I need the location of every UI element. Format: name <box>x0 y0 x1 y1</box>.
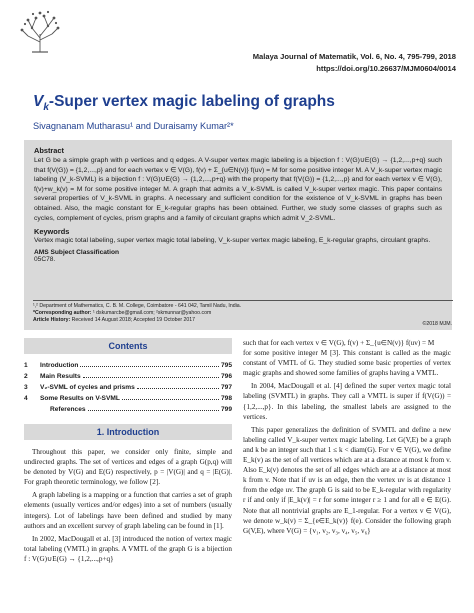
toc-item-some-results[interactable]: 4 Some Results on V-SVML 798 <box>24 395 232 402</box>
right-column-text <box>243 338 451 536</box>
intro-paragraph-2: A graph labeling is a mapping or a function that carries a set of graph elements (usually vertices and/or edges) into a set of numbers (usually integers). Lot of labelings have been defined and studied by many authors and an excellent survey of graph labeling can be found in [1]. <box>24 491 232 530</box>
doi-link[interactable]: https://doi.org/10.26637/MJM0604/0014 <box>316 64 456 73</box>
paper-title <box>33 93 335 113</box>
keywords-heading: Keywords <box>34 227 70 237</box>
right-paragraph-1: such that for each vertex v ∈ V(G), f(v) + Σ_{u∈N(v)} f(uv) = M <box>243 339 435 347</box>
journal-logo-icon <box>18 8 62 54</box>
introduction-text <box>24 447 232 564</box>
right-paragraph-3: In 2004, MacDougall et al. [4] defined the super vertex magic total labeling (SVMTL) in graphs. They call a VMTL is super if f(V(G)) = {1,2,...,p}. In this labeling, the smallest labels are assigned to the vertices. <box>243 382 451 421</box>
right-column <box>243 338 451 536</box>
right-paragraph-2: for some positive integer M [3]. This constant is called as the magic constant of VMTL of G. They studied some basic properties of vertex magic graphs and showed some families of graphs having a VMTL. <box>243 349 451 378</box>
affiliation-rule <box>33 300 453 301</box>
title-v: V <box>33 93 44 110</box>
right-paragraph-4: This paper generalizes the definition of SVMTL and define a new labeling called V_k-super vertex magic labeling. Let G(V,E) be a graph and k be an integer such that 1 ≤ k < diam(G). For v ∈ V(G), we define E_k(v) as the set of all vertices which are at a distance at most k from v. Also E_k(v) denotes the set of all edges which are at a distance at most k from v. Note that if uv is an edge, then the vertex uv is at distance 1 from the edge uv. The graph G is said to be E_k-regular with regularity r if and only if |E_k(v)| = r for some integer r ≥ 1 and for all e ∈ E(G). Note that all nontrivial graphs are E_1-regular. For a vertex v ∈ V(G), we denote w_k(v) = Σ_{e∈E_k(v)} f(e). Consider the following graph G(V,E), where V(G) = {v₁, v₂, v₃, v₄, v₅, v₆} <box>243 425 451 535</box>
keywords-text: Vertex magic total labeling, super vertex magic total labeling, V_k-super vertex magic labeling, E_k-regular graphs, circulant graphs. <box>34 237 431 245</box>
title-rest: -Super vertex magic labeling of graphs <box>48 93 335 110</box>
title-k: k <box>43 102 49 114</box>
corresponding-author: *Corresponding author: ¹ dskumarcbe@gmail.com; ²skmunnar@yahoo.com <box>33 310 212 316</box>
left-column <box>24 338 232 564</box>
journal-citation: Malaya Journal of Matematik, Vol. 6, No. 4, 795-799, 2018 <box>252 52 456 61</box>
toc-item-references[interactable]: References 799 <box>50 406 232 413</box>
copyright-notice: ©2018 MJM. <box>422 321 452 327</box>
ams-heading: AMS Subject Classification <box>34 248 120 256</box>
article-history: Article History: Received 14 August 2018; Accepted 19 October 2017 <box>33 317 196 323</box>
toc-item-introduction[interactable]: 1 Introduction 795 <box>24 362 232 369</box>
introduction-heading: 1. Introduction <box>24 424 232 440</box>
contents-heading: Contents <box>24 338 232 354</box>
abstract-text: Let G be a simple graph with p vertices and q edges. A V-super vertex magic labeling is a bijection f : V(G)∪E(G) → {1,2,...,p+q} such that f(V(G)) = {1,2,...,p} and for each vertex v ∈ V(G), f(v) + Σ_{u∈N(v)} f(uv) = M for some positive integer M. A V_k-super vertex magic labeling (V_k-SVML) is a bijection f : V(G)∪E(G) → {1,2,...,p+q} with the property that f(V(G)) = {1,2,...,p} and for each vertex v ∈ V(G), f(v)+w_k(v) = M for some positive integer M. A graph that admits a V_k-SVML is called V_k-super vertex magic. This paper contains several properties of V_k-SVML in graphs. A necessary and sufficient condition for the existence of V_k-SVML in graphs has been obtained. Also, the magic constant for E_k-regular graphs has been obtained. Further, we study some classes of graphs such as cycles, complement of cycles, prism graphs and a family of circulant graphs which admit V_2-SVML. <box>34 157 442 222</box>
intro-paragraph-3: In 2002, MacDougall et al. [3] introduced the notion of vertex magic total labeling (VMTL) in graphs. A VMTL of the graph G is a bijection f : V(G)∪E(G) → {1,2,...,p+q} <box>24 534 232 563</box>
toc-item-main-results[interactable]: 2 Main Results 796 <box>24 373 232 380</box>
intro-paragraph-1: Throughout this paper, we consider only finite, simple and undirected graphs. The set of vertices and edges of a graph G(p,q) will be denoted by V(G) and E(G) respectively, p = |V(G)| and q = |E(G)|. For graph theoretic terminology, we follow [2]. <box>24 448 232 487</box>
ams-code: 05C78. <box>34 255 56 263</box>
affiliation-line: ¹,² Department of Mathematics, C. B. M. College, Coimbatore - 641 042, Tamil Nadu, India. <box>33 303 242 309</box>
table-of-contents <box>24 362 232 417</box>
paper-authors: Sivagnanam Mutharasu¹ and Duraisamy Kumar²* <box>33 121 234 131</box>
affiliation-block <box>33 300 453 324</box>
toc-item-cycles-prisms[interactable]: 3 V₂-SVML of cycles and prisms 797 <box>24 384 232 391</box>
abstract-heading: Abstract <box>34 146 64 155</box>
